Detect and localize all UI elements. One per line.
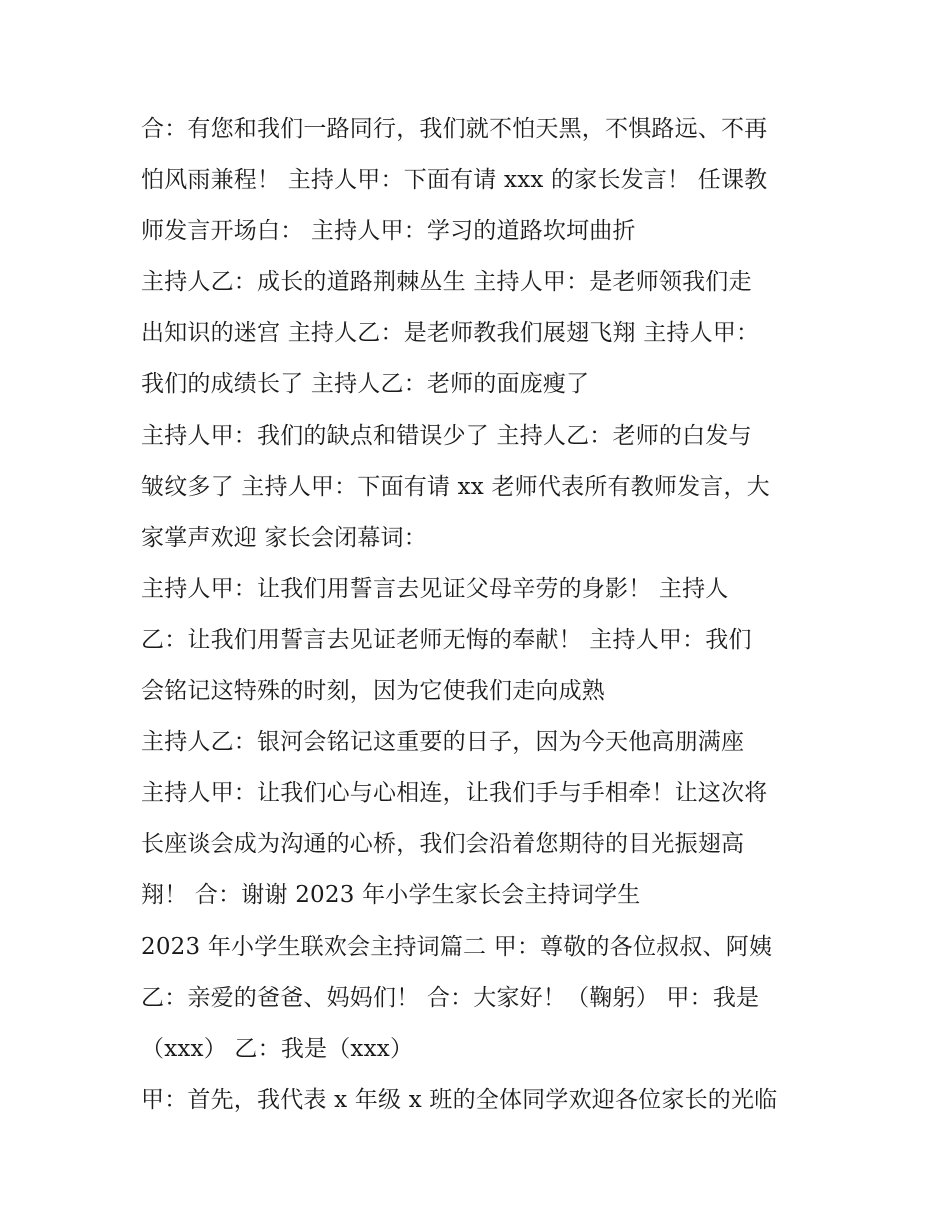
text-line: 师发言开场白： 主持人甲：学习的道路坎坷曲折: [141, 218, 636, 245]
text-line: 长座谈会成为沟通的心桥，我们会沿着您期待的目光振翅高: [141, 831, 745, 858]
text-line: 主持人甲：让我们用誓言去见证父母辛劳的身影！ 主持人: [141, 575, 729, 602]
text-line: 出知识的迷宫 主持人乙：是老师教我们展翅飞翔 主持人甲：: [141, 320, 760, 347]
text-line: 主持人乙：成长的道路荆棘丛生 主持人甲：是老师领我们走: [141, 269, 752, 296]
document-body: [141, 104, 821, 1126]
text-line: 主持人乙：银河会铭记这重要的日子，因为今天他高朋满座: [141, 729, 745, 756]
text-line: 家掌声欢迎 家长会闭幕词：: [141, 524, 427, 551]
text-line: 2023 年小学生联欢会主持词篇二 甲：尊敬的各位叔叔、阿姨: [141, 933, 773, 960]
text-line: 会铭记这特殊的时刻，因为它使我们走向成熟: [141, 678, 605, 705]
text-line: 乙：亲爱的爸爸、妈妈们！ 合：大家好！（鞠躬） 甲：我是: [141, 984, 760, 1011]
text-line: 乙：让我们用誓言去见证老师无悔的奉献！ 主持人甲：我们: [141, 626, 752, 653]
text-line: 主持人甲：我们的缺点和错误少了 主持人乙：老师的白发与: [141, 422, 752, 449]
text-line: （xxx） 乙：我是（xxx）: [141, 1035, 414, 1062]
text-line: 翔！ 合：谢谢 2023 年小学生家长会主持词学生: [141, 882, 641, 909]
text-line: 甲：首先，我代表 x 年级 x 班的全体同学欢迎各位家长的光临: [141, 1086, 778, 1113]
text-line: 主持人甲：让我们心与心相连，让我们手与手相牵！让这次将: [141, 780, 768, 807]
text-line: 我们的成绩长了 主持人乙：老师的面庞瘦了: [141, 371, 590, 398]
text-line: 怕风雨兼程！ 主持人甲：下面有请 xxx 的家长发言！ 任课教: [141, 167, 768, 194]
text-line: 皱纹多了 主持人甲：下面有请 xx 老师代表所有教师发言，大: [141, 473, 770, 500]
text-line: 合：有您和我们一路同行，我们就不怕天黑，不惧路远、不再: [141, 116, 768, 142]
